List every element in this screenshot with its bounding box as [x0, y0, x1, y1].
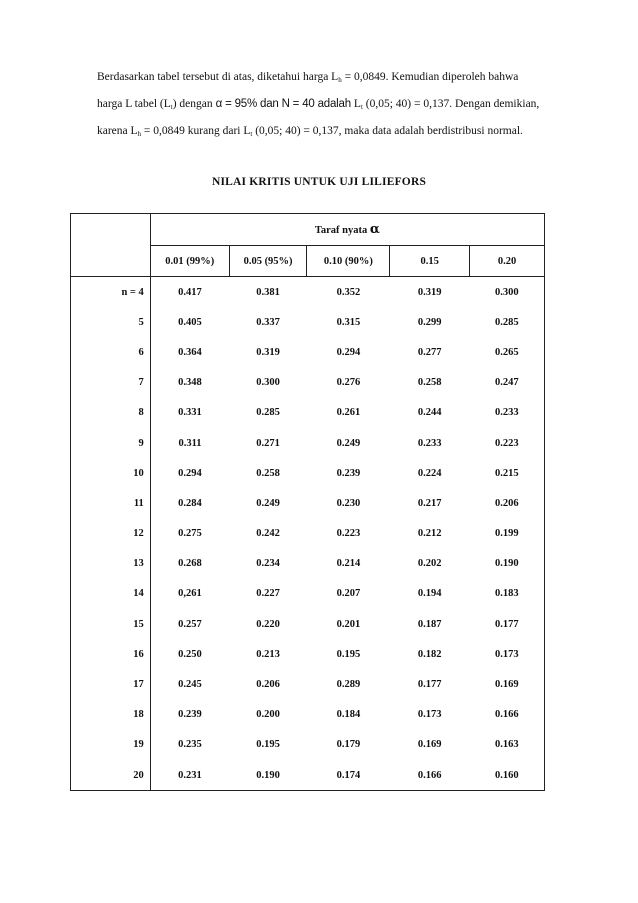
- table-row: [71, 519, 545, 549]
- paragraph-text: L: [353, 98, 361, 110]
- critical-value-cell: 0.294: [336, 346, 361, 358]
- paragraph-text: (0,05; 40) = 0,137, maka data adalah berdistribusi normal.: [252, 125, 523, 137]
- critical-value-cell: 0.276: [336, 377, 361, 389]
- critical-value-cell: 0.201: [336, 618, 361, 630]
- critical-value-cell: 0.245: [178, 679, 202, 691]
- sample-size-cell: 20: [71, 760, 151, 791]
- critical-value-cell: 0.207: [336, 588, 361, 600]
- critical-value-cell: 0.300: [470, 277, 545, 308]
- critical-value-cell: 0.214: [336, 558, 361, 570]
- table-title: NILAI KRITIS UNTUK UJI LILIEFORS: [211, 176, 427, 188]
- critical-value-cell: 0.206: [470, 488, 545, 518]
- sample-size-cell: 13: [71, 549, 151, 579]
- critical-value-cell: 0.249: [336, 437, 361, 449]
- critical-value-cell: 0.285: [256, 407, 280, 419]
- sample-size-cell: 9: [71, 428, 151, 458]
- critical-value-cell: 0.184: [336, 709, 361, 721]
- critical-value-cell: 0.265: [470, 337, 545, 367]
- critical-value-cell: 0.234: [256, 558, 280, 570]
- sample-size-cell: 8: [71, 398, 151, 428]
- critical-value-cell: 0.258: [417, 377, 442, 389]
- paragraph-text: ) dengan: [172, 98, 213, 110]
- column-header: 0.01 (99%): [150, 246, 229, 277]
- critical-value-cell: 0.223: [336, 528, 361, 540]
- critical-value-cell: 0.331: [178, 407, 202, 419]
- critical-value-cell: 0.381: [256, 286, 280, 298]
- table-row: [71, 277, 545, 308]
- paragraph-text: harga L tabel (L: [97, 98, 171, 110]
- critical-value-cell: 0.174: [307, 760, 390, 791]
- table-row: [71, 307, 545, 337]
- critical-value-cell: 0.417: [178, 286, 202, 298]
- critical-value-cell: 0.163: [470, 730, 545, 760]
- alpha-symbol: α: [369, 222, 380, 237]
- critical-value-cell: 0.299: [417, 316, 442, 328]
- sample-size-cell: n = 4: [71, 277, 151, 308]
- critical-value-cell: 0.244: [417, 407, 442, 419]
- critical-value-cell: 0.258: [256, 467, 280, 479]
- critical-value-cell: 0.160: [470, 760, 545, 791]
- sample-size-cell: 7: [71, 368, 151, 398]
- critical-value-cell: 0.195: [336, 648, 361, 660]
- subscript: t: [360, 103, 363, 111]
- critical-value-cell: 0.166: [390, 760, 470, 791]
- sample-size-cell: 10: [71, 458, 151, 488]
- subscript: t: [250, 130, 253, 138]
- critical-value-cell: 0.202: [417, 558, 442, 570]
- paragraph-text: Berdasarkan tabel tersebut di atas, diketahui harga L: [97, 71, 339, 83]
- critical-value-cell: 0.268: [178, 558, 202, 570]
- critical-value-cell: 0.212: [417, 528, 442, 540]
- column-header: 0.15: [390, 246, 470, 277]
- paragraph-text: karena L: [97, 125, 138, 137]
- critical-value-cell: 0.179: [336, 739, 361, 751]
- critical-value-cell: 0.294: [178, 467, 202, 479]
- table-row: [71, 609, 545, 639]
- table-row: [71, 368, 545, 398]
- critical-value-cell: 0.311: [178, 437, 202, 449]
- critical-value-cell: 0.233: [417, 437, 442, 449]
- table-row: [71, 700, 545, 730]
- sample-size-cell: 15: [71, 609, 151, 639]
- critical-value-cell: 0.173: [417, 709, 442, 721]
- sample-size-cell: 12: [71, 519, 151, 549]
- paragraph-text: (0,05; 40) = 0,137. Dengan demikian,: [362, 98, 540, 110]
- critical-value-cell: 0.337: [256, 316, 280, 328]
- paragraph-text: = 0,0849. Kemudian diperoleh bahwa: [341, 71, 519, 83]
- table-header-row-group: [71, 214, 545, 246]
- critical-value-cell: 0.319: [417, 286, 442, 298]
- table-row: [71, 579, 545, 609]
- critical-value-cell: 0.284: [178, 497, 202, 509]
- paragraph-line-1: [97, 64, 518, 94]
- critical-value-cell: 0.364: [178, 346, 202, 358]
- critical-value-cell: 0.277: [417, 346, 442, 358]
- paragraph-text: α = 95% dan N = 40 adalah: [212, 98, 354, 110]
- critical-value-cell: 0.200: [256, 709, 280, 721]
- column-header: 0.05 (95%): [229, 246, 307, 277]
- sample-size-cell: 5: [71, 307, 151, 337]
- critical-value-cell: 0.352: [336, 286, 361, 298]
- critical-value-cell: 0.177: [417, 679, 442, 691]
- critical-value-cell: 0.239: [178, 709, 202, 721]
- lilliefors-critical-table: [70, 213, 545, 791]
- critical-value-cell: 0.348: [178, 377, 202, 389]
- critical-value-cell: 0.249: [256, 497, 280, 509]
- sample-size-cell: 11: [71, 488, 151, 518]
- critical-value-cell: 0.183: [470, 579, 545, 609]
- table-row: [71, 398, 545, 428]
- table-row: [71, 669, 545, 699]
- critical-value-cell: 0.169: [417, 739, 442, 751]
- critical-value-cell: 0.206: [256, 679, 280, 691]
- critical-value-cell: 0.315: [336, 316, 361, 328]
- sample-size-cell: 6: [71, 337, 151, 367]
- critical-value-cell: 0.220: [256, 618, 280, 630]
- critical-value-cell: 0.224: [417, 467, 442, 479]
- sample-size-cell: 19: [71, 730, 151, 760]
- sample-size-cell: 17: [71, 669, 151, 699]
- column-header: 0.10 (90%): [307, 246, 390, 277]
- critical-value-cell: 0.261: [336, 407, 361, 419]
- subscript: h: [338, 76, 342, 84]
- paragraph-line-3: [97, 118, 523, 148]
- table-row: [71, 337, 545, 367]
- critical-value-cell: 0,261: [178, 588, 202, 600]
- critical-value-cell: 0.235: [178, 739, 202, 751]
- table-row: [71, 760, 545, 791]
- table-row: [71, 549, 545, 579]
- critical-value-cell: 0.173: [470, 639, 545, 669]
- critical-value-cell: 0.177: [470, 609, 545, 639]
- significance-header: [150, 214, 544, 246]
- critical-value-cell: 0.213: [256, 648, 280, 660]
- critical-value-cell: 0.223: [470, 428, 545, 458]
- critical-value-cell: 0.231: [150, 760, 229, 791]
- critical-value-cell: 0.275: [178, 528, 202, 540]
- critical-value-cell: 0.195: [256, 739, 280, 751]
- table-row: [71, 639, 545, 669]
- paragraph-line-2: [97, 91, 539, 121]
- subscript: t: [170, 103, 173, 111]
- critical-value-cell: 0.289: [336, 679, 361, 691]
- significance-label: Taraf nyata: [314, 225, 370, 236]
- column-header: 0.20: [470, 246, 545, 277]
- critical-value-cell: 0.250: [178, 648, 202, 660]
- critical-value-cell: 0.257: [178, 618, 202, 630]
- sample-size-cell: 16: [71, 639, 151, 669]
- table-row: [71, 488, 545, 518]
- critical-value-cell: 0.300: [256, 377, 280, 389]
- critical-value-cell: 0.230: [336, 497, 361, 509]
- critical-value-cell: 0.169: [470, 669, 545, 699]
- corner-cell: [71, 214, 151, 277]
- table-row: [71, 458, 545, 488]
- critical-value-cell: 0.233: [470, 398, 545, 428]
- table-row: [71, 730, 545, 760]
- critical-value-cell: 0.190: [229, 760, 307, 791]
- critical-value-cell: 0.271: [256, 437, 280, 449]
- critical-value-cell: 0.199: [470, 519, 545, 549]
- critical-value-cell: 0.285: [470, 307, 545, 337]
- critical-value-cell: 0.319: [256, 346, 280, 358]
- critical-value-cell: 0.187: [417, 618, 442, 630]
- critical-value-cell: 0.182: [417, 648, 442, 660]
- critical-value-cell: 0.247: [470, 368, 545, 398]
- paragraph-text: = 0,0849 kurang dari L: [141, 125, 251, 137]
- critical-value-cell: 0.242: [256, 528, 280, 540]
- critical-value-cell: 0.166: [470, 700, 545, 730]
- subscript: h: [137, 130, 142, 138]
- critical-value-cell: 0.239: [336, 467, 361, 479]
- critical-value-cell: 0.190: [470, 549, 545, 579]
- sample-size-cell: 14: [71, 579, 151, 609]
- table-row: [71, 428, 545, 458]
- critical-value-cell: 0.194: [417, 588, 442, 600]
- sample-size-cell: 18: [71, 700, 151, 730]
- critical-value-cell: 0.217: [417, 497, 442, 509]
- critical-value-cell: 0.215: [470, 458, 545, 488]
- critical-value-cell: 0.227: [256, 588, 280, 600]
- critical-value-cell: 0.405: [178, 316, 202, 328]
